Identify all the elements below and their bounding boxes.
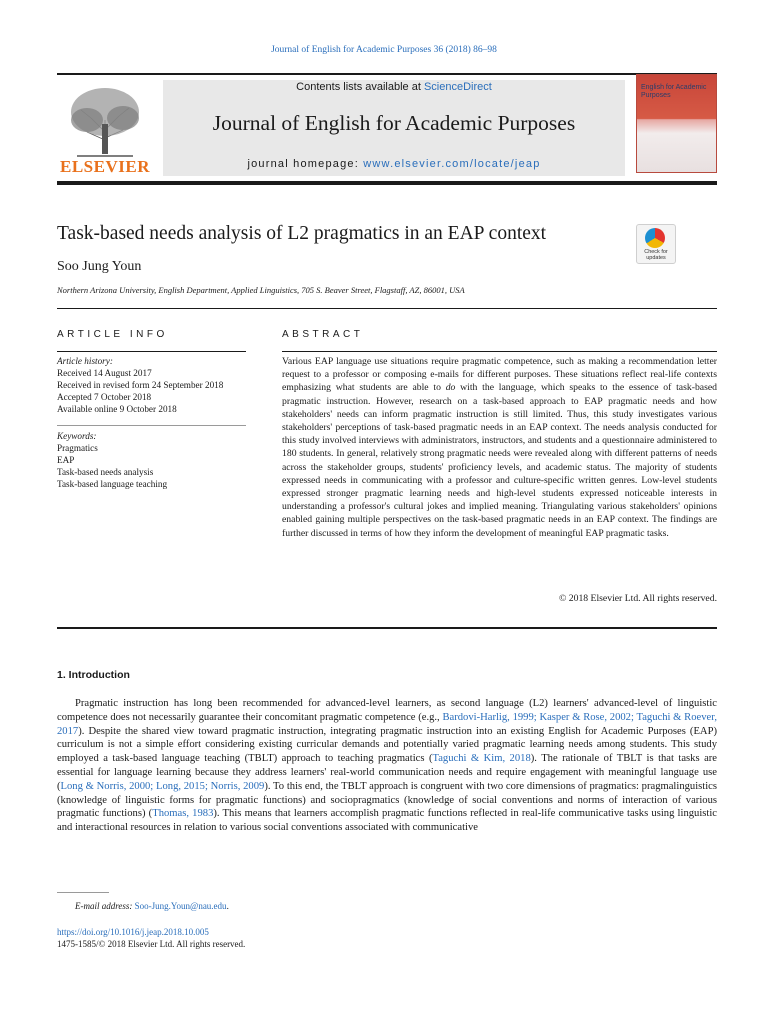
footnote-rule xyxy=(57,892,109,893)
abstract-part: Various EAP language use situations require pragmatic competence, such as making a recommendation letter request to a professor or composing e-mails for different purposes. These situations reflect real-life contexts emphasizing what students are able to xyxy=(282,356,717,394)
contents-prefix: Contents lists available at xyxy=(296,81,424,93)
publisher-name: ELSEVIER xyxy=(60,157,150,176)
intro-text: ). Despite the shared view toward pragmatic instruction, integrating pragmatic instruction into an existing English for Academic Purposes (EAP) curriculum is not a simple effort considering existing curricular demands and potentially varied pragmatic learning needs among students. This study employed a task-based language teaching (TBLT) approach to teaching pragmatics ( xyxy=(57,725,717,765)
citation-link[interactable]: Bardovi-Harlig, 1999; Kasper & Rose, 2002; Taguchi & Roever, 2017 xyxy=(57,711,717,737)
masthead-bottom-rule xyxy=(57,181,717,185)
email-label: E-mail address: xyxy=(75,901,135,911)
keywords-label: Keywords: xyxy=(57,431,97,441)
abstract-emphasis: do xyxy=(445,382,456,394)
cover-title: English for Academic Purposes xyxy=(641,84,707,99)
citation-link[interactable]: Thomas, 1983 xyxy=(152,808,214,820)
history-item: Available online 9 October 2018 xyxy=(57,404,177,414)
masthead-top-rule xyxy=(57,73,717,75)
doi-link[interactable]: https://doi.org/10.1016/j.jeap.2018.10.005 xyxy=(57,927,209,937)
abstract-text xyxy=(282,355,717,540)
homepage-link[interactable]: www.elsevier.com/locate/jeap xyxy=(363,158,541,170)
abstract-part: with the language, which speaks to the essence of task-based pragmatic instruction. However, research on a task-based approach to EAP pragmatic needs and how stakeholders' needs can inform pragmatic instruction is still limited. Thus, this study investigates various stakeholders' perceptions of task-based pragmatic needs in an EAP context. The needs analysis conducted for this study involved interviews with administrators, instructors, and students and a questionnaire administered to 180 students. In general, relatively strong pragmatic needs were revealed along with different patterns of needs across the stakeholder groups, students' proficiency levels, and academic status. The majority of students expressed needs in communicating with a professor and culture-specific written genres. Low-level students expressed stronger pragmatic learning needs and high-level students expressed noticeable interests in understanding a professor's cultural jokes and implied meaning. Triangulating various stakeholders' opinions enabled gaining multiple perspectives on the task-based pragmatic needs in an EAP context. The findings are further discussed in terms of how they inform the development of meaningful EAP pragmatic tasks. xyxy=(282,382,718,539)
abstract-bottom-rule xyxy=(57,627,717,629)
author-email-footnote xyxy=(75,901,229,911)
abstract-rule xyxy=(282,351,717,352)
article-info-rule xyxy=(57,351,246,352)
history-item: Accepted 7 October 2018 xyxy=(57,392,152,402)
email-link[interactable]: Soo-Jung.Youn@nau.edu xyxy=(134,901,227,911)
journal-title: Journal of English for Academic Purposes xyxy=(212,111,576,135)
keyword-item: Task-based needs analysis xyxy=(57,467,154,477)
homepage-prefix: journal homepage: xyxy=(247,158,364,170)
citation-link[interactable]: Long & Norris, 2000; Long, 2015; Norris, 2009 xyxy=(60,780,265,792)
issn-copyright: 1475-1585/© 2018 Elsevier Ltd. All rights reserved. xyxy=(57,939,246,949)
intro-text: ). This means that learners accomplish pragmatic functions reflected in real-life communicative tasks using linguistic and interactional resources in relation to various social conventions associated with communicative xyxy=(57,808,717,834)
citation-link[interactable]: Taguchi & Kim, 2018 xyxy=(432,753,531,765)
homepage-line xyxy=(163,158,625,170)
abstract-heading: ABSTRACT xyxy=(282,329,364,340)
author-name[interactable]: Soo Jung Youn xyxy=(57,259,142,274)
author-affiliation: Northern Arizona University, English Department, Applied Linguistics, 705 S. Beaver Street, Flagstaff, AZ, 86001, USA xyxy=(57,285,465,295)
check-updates-label: Check for updates xyxy=(644,249,668,261)
article-history xyxy=(57,355,223,415)
check-updates-icon xyxy=(645,228,665,248)
keywords-divider xyxy=(57,425,246,426)
header-divider xyxy=(57,308,717,309)
abstract-copyright: © 2018 Elsevier Ltd. All rights reserved. xyxy=(558,593,717,604)
email-end: . xyxy=(226,901,229,911)
history-label: Article history: xyxy=(57,356,113,366)
history-item: Received 14 August 2017 xyxy=(57,368,152,378)
intro-text: ). The rationale of TBLT is that tasks are essential for language learning because they address learners' real-world communication needs and require engagement with meaningful language use ( xyxy=(57,753,717,792)
sciencedirect-link[interactable]: ScienceDirect xyxy=(423,81,492,93)
section-heading-introduction: 1. Introduction xyxy=(57,669,130,681)
keyword-item: EAP xyxy=(57,455,75,465)
keywords-list xyxy=(57,430,167,490)
history-item: Received in revised form 24 September 2018 xyxy=(57,380,224,390)
keyword-item: Task-based language teaching xyxy=(57,479,168,489)
intro-text: ). To this end, the TBLT approach is congruent with two core dimensions of pragmatics: pragmalinguistics (knowledge of linguistic forms for pragmatic functions) and sociopragmatics (knowledge of social conventions and norms of interaction of various pragmatic functions) ( xyxy=(57,780,717,820)
introduction-paragraph xyxy=(57,697,717,835)
journal-citation-link[interactable]: Journal of English for Academic Purposes 36 (2018) 86–98 xyxy=(271,45,497,55)
article-title: Task-based needs analysis of L2 pragmatics in an EAP context xyxy=(57,223,547,244)
contents-line xyxy=(163,81,625,93)
intro-text: Pragmatic instruction has long been recommended for advanced-level learners, as second language (L2) learners' advanced-level of linguistic competence does not necessarily guarantee their concomitant pragmatic competence (e.g., xyxy=(57,698,717,723)
article-info-heading: ARTICLE INFO xyxy=(57,329,168,340)
keyword-item: Pragmatics xyxy=(57,443,98,453)
